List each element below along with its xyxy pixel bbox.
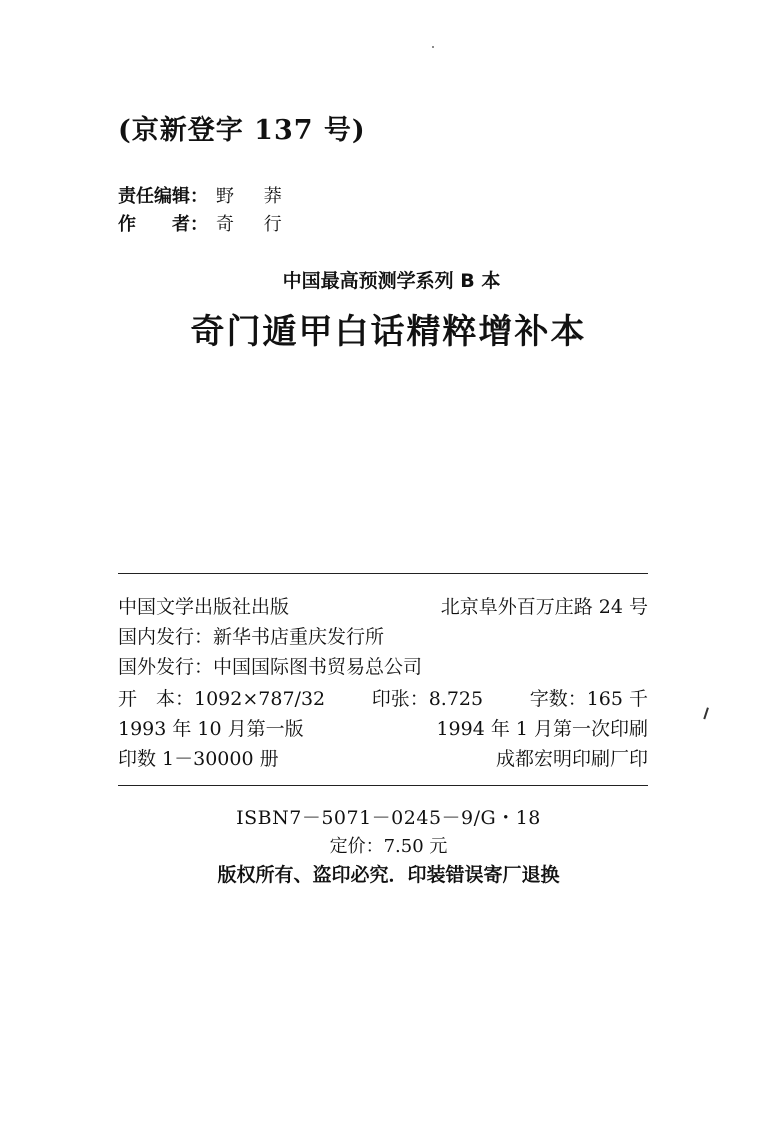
imprint-overseas-row xyxy=(118,652,648,679)
publisher: 中国文学出版社出版 xyxy=(118,596,290,618)
domestic-distributor: 国内发行：新华书店重庆发行所 xyxy=(118,626,385,648)
imprint-specs-row xyxy=(118,684,648,711)
top-rule xyxy=(118,573,648,574)
imprint-printer-row xyxy=(118,744,648,771)
author-credit xyxy=(118,210,294,236)
rights-notice: 版权所有、盗印必究．印装错误寄厂退换 xyxy=(217,864,560,886)
print-sheets: 印张：8.725 xyxy=(371,688,484,710)
price: 定价：7.50 元 xyxy=(329,836,448,857)
isbn: ISBN7－5071－0245－9/G・18 xyxy=(236,807,541,829)
scan-speck xyxy=(432,46,434,48)
publisher-address: 北京阜外百万庄路 24 号 xyxy=(440,596,648,618)
first-printing: 1994 年 1 月第一次印刷 xyxy=(436,718,648,740)
book-title: 奇门遁甲白话精粹增补本 xyxy=(190,312,587,352)
imprint-domestic-row xyxy=(118,622,648,649)
editor-credit xyxy=(118,182,294,208)
author-label: 作 者： xyxy=(118,214,208,235)
editor-label: 责任编辑： xyxy=(118,186,208,207)
first-edition: 1993 年 10 月第一版 xyxy=(118,718,304,740)
editor-name: 野 莽 xyxy=(216,186,294,207)
scan-mark xyxy=(703,707,712,720)
series-name: 中国最高预测学系列 B 本 xyxy=(282,270,501,292)
author-name: 奇 行 xyxy=(216,214,294,235)
print-run: 印数 1－30000 册 xyxy=(118,748,279,770)
overseas-distributor: 国外发行：中国国际图书贸易总公司 xyxy=(118,656,423,678)
book-format: 开 本：1092×787/32 xyxy=(118,688,326,710)
word-count: 字数：165 千 xyxy=(529,688,648,710)
imprint-publisher-row xyxy=(118,592,648,619)
bottom-rule xyxy=(118,785,648,786)
printer: 成都宏明印刷厂印 xyxy=(495,748,648,770)
imprint-edition-row xyxy=(118,714,648,741)
registration-number: (京新登字 137 号) xyxy=(118,115,366,146)
